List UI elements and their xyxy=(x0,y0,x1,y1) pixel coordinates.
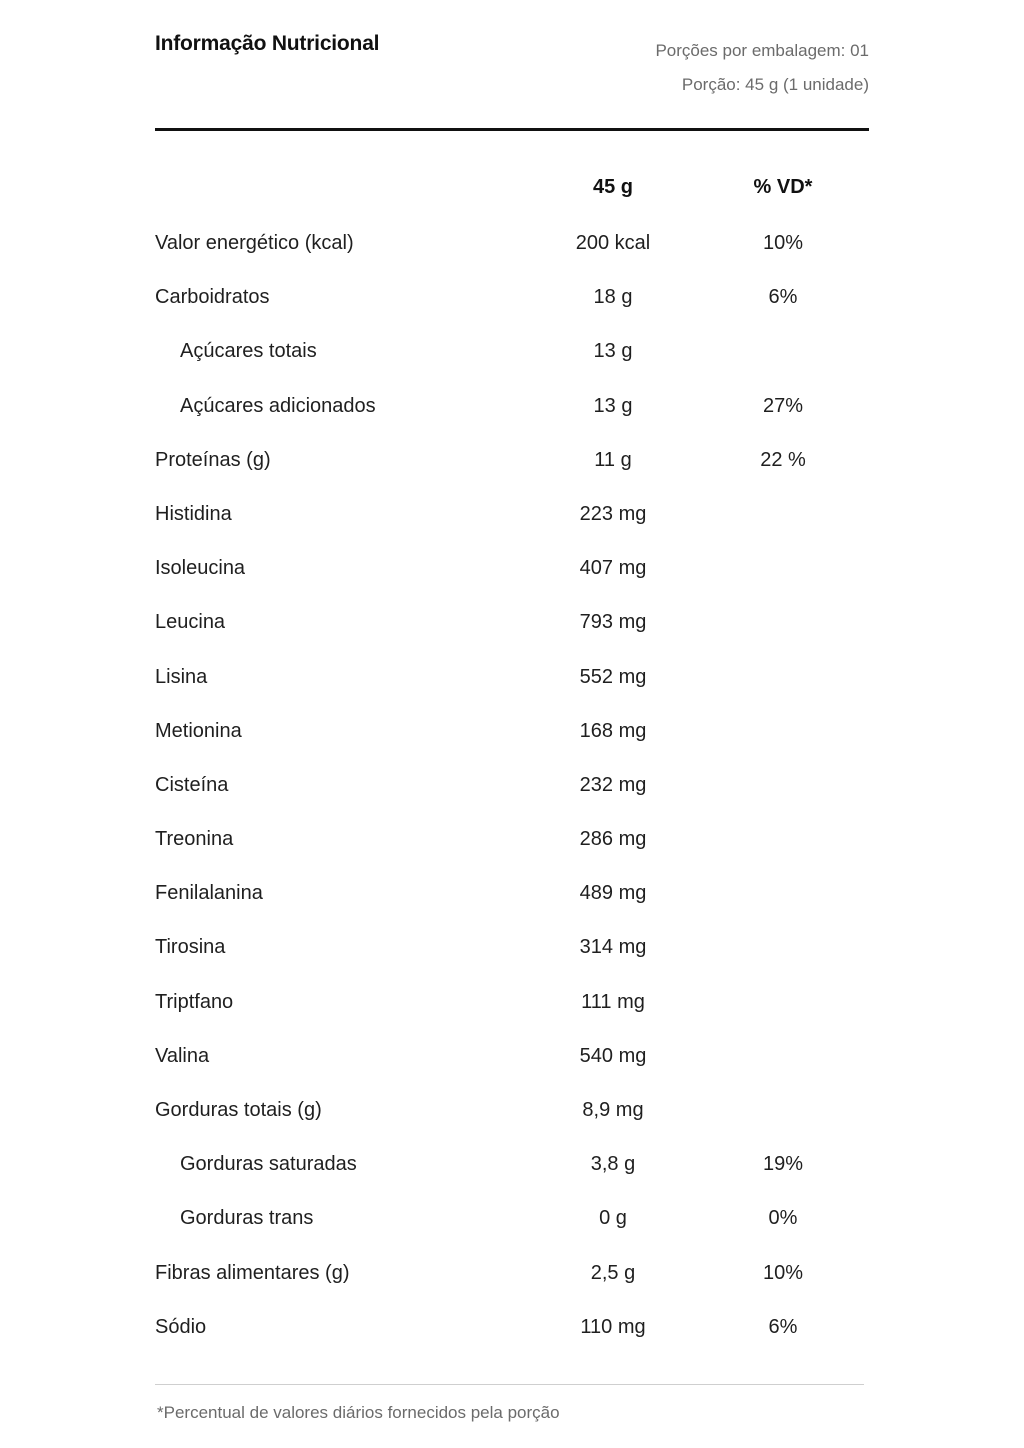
nutrient-label: Proteínas (g) xyxy=(155,448,271,471)
table-row xyxy=(155,543,869,597)
nutrient-label: Cisteína xyxy=(155,773,229,796)
table-row xyxy=(155,1302,869,1356)
nutrient-table xyxy=(155,218,869,1356)
nutrient-amount: 168 mg xyxy=(579,719,647,742)
nutrient-label: Açúcares totais xyxy=(180,340,317,363)
nutrient-label: Gorduras trans xyxy=(180,1207,314,1230)
table-row xyxy=(155,272,869,326)
column-header-amount: 45 g xyxy=(592,176,634,198)
footnote-divider xyxy=(155,1384,864,1385)
nutrient-amount: 232 mg xyxy=(579,773,647,796)
nutrient-amount: 552 mg xyxy=(579,665,647,688)
nutrient-label: Fibras alimentares (g) xyxy=(155,1261,350,1284)
table-row xyxy=(155,1248,869,1302)
column-header-daily-value: % VD* xyxy=(753,176,813,198)
nutrient-label: Carboidratos xyxy=(155,286,270,309)
nutrient-label: Treonina xyxy=(155,828,234,851)
table-row xyxy=(155,1085,869,1139)
nutrient-amount: 18 g xyxy=(593,286,633,309)
serving-info xyxy=(655,34,869,102)
nutrient-label: Tirosina xyxy=(155,936,226,959)
table-row xyxy=(155,760,869,814)
nutrient-amount: 314 mg xyxy=(579,936,647,959)
page-title: Informação Nutricional xyxy=(155,32,380,55)
serving-size: Porção: 45 g (1 unidade) xyxy=(681,75,869,94)
nutrient-daily-value: 22 % xyxy=(760,448,806,471)
nutrition-facts-panel xyxy=(155,0,869,1448)
table-row xyxy=(155,1193,869,1247)
nutrient-label: Gorduras saturadas xyxy=(180,1153,357,1176)
table-row xyxy=(155,814,869,868)
footnote: *Percentual de valores diários fornecidos pela porção xyxy=(157,1403,560,1422)
nutrient-amount: 8,9 mg xyxy=(582,1099,644,1121)
nutrient-label: Valina xyxy=(155,1044,210,1067)
nutrient-daily-value: 19% xyxy=(762,1153,804,1176)
nutrient-daily-value: 6% xyxy=(768,1315,798,1338)
nutrient-label: Lisina xyxy=(155,665,208,688)
table-row xyxy=(155,1031,869,1085)
nutrient-amount: 286 mg xyxy=(579,828,647,851)
nutrient-amount: 407 mg xyxy=(579,557,647,580)
nutrient-amount: 200 kcal xyxy=(575,232,651,254)
nutrient-daily-value: 0% xyxy=(768,1207,798,1230)
nutrient-amount: 13 g xyxy=(593,394,633,417)
nutrient-amount: 0 g xyxy=(599,1207,627,1230)
nutrient-amount: 540 mg xyxy=(579,1044,647,1067)
nutrient-daily-value: 6% xyxy=(768,286,798,309)
nutrient-label: Isoleucina xyxy=(155,557,246,580)
servings-per-package: Porções por embalagem: 01 xyxy=(655,41,869,60)
nutrient-label: Histidina xyxy=(155,502,232,525)
table-row xyxy=(155,706,869,760)
table-row xyxy=(155,381,869,435)
table-row xyxy=(155,652,869,706)
nutrient-label: Triptfano xyxy=(155,990,234,1013)
nutrient-amount: 110 mg xyxy=(580,1315,646,1338)
nutrient-label: Fenilalanina xyxy=(155,882,263,905)
nutrient-amount: 793 mg xyxy=(579,611,647,634)
nutrient-daily-value: 10% xyxy=(762,1261,804,1284)
nutrient-amount: 11 g xyxy=(594,448,632,471)
nutrient-label: Leucina xyxy=(155,611,226,634)
table-row xyxy=(155,218,869,272)
nutrient-amount: 3,8 g xyxy=(590,1153,636,1176)
header-divider xyxy=(155,128,869,131)
table-row xyxy=(155,489,869,543)
nutrient-daily-value: 27% xyxy=(762,394,804,417)
table-row xyxy=(155,977,869,1031)
nutrient-label: Valor energético (kcal) xyxy=(155,232,354,254)
nutrient-daily-value: 10% xyxy=(762,232,804,254)
nutrient-amount: 2,5 g xyxy=(590,1261,636,1284)
nutrient-amount: 489 mg xyxy=(579,882,647,905)
nutrient-label: Gorduras totais (g) xyxy=(155,1099,322,1121)
nutrient-amount: 13 g xyxy=(593,340,633,363)
table-row xyxy=(155,868,869,922)
nutrition-header xyxy=(155,30,869,100)
nutrient-amount: 111 mg xyxy=(581,990,645,1013)
table-row xyxy=(155,1139,869,1193)
nutrient-label: Açúcares adicionados xyxy=(180,394,376,417)
nutrient-label: Sódio xyxy=(155,1315,207,1338)
table-row xyxy=(155,597,869,651)
table-row xyxy=(155,435,869,489)
nutrient-label: Metionina xyxy=(155,719,242,742)
nutrient-amount: 223 mg xyxy=(579,502,647,525)
table-row xyxy=(155,922,869,976)
table-row xyxy=(155,326,869,380)
